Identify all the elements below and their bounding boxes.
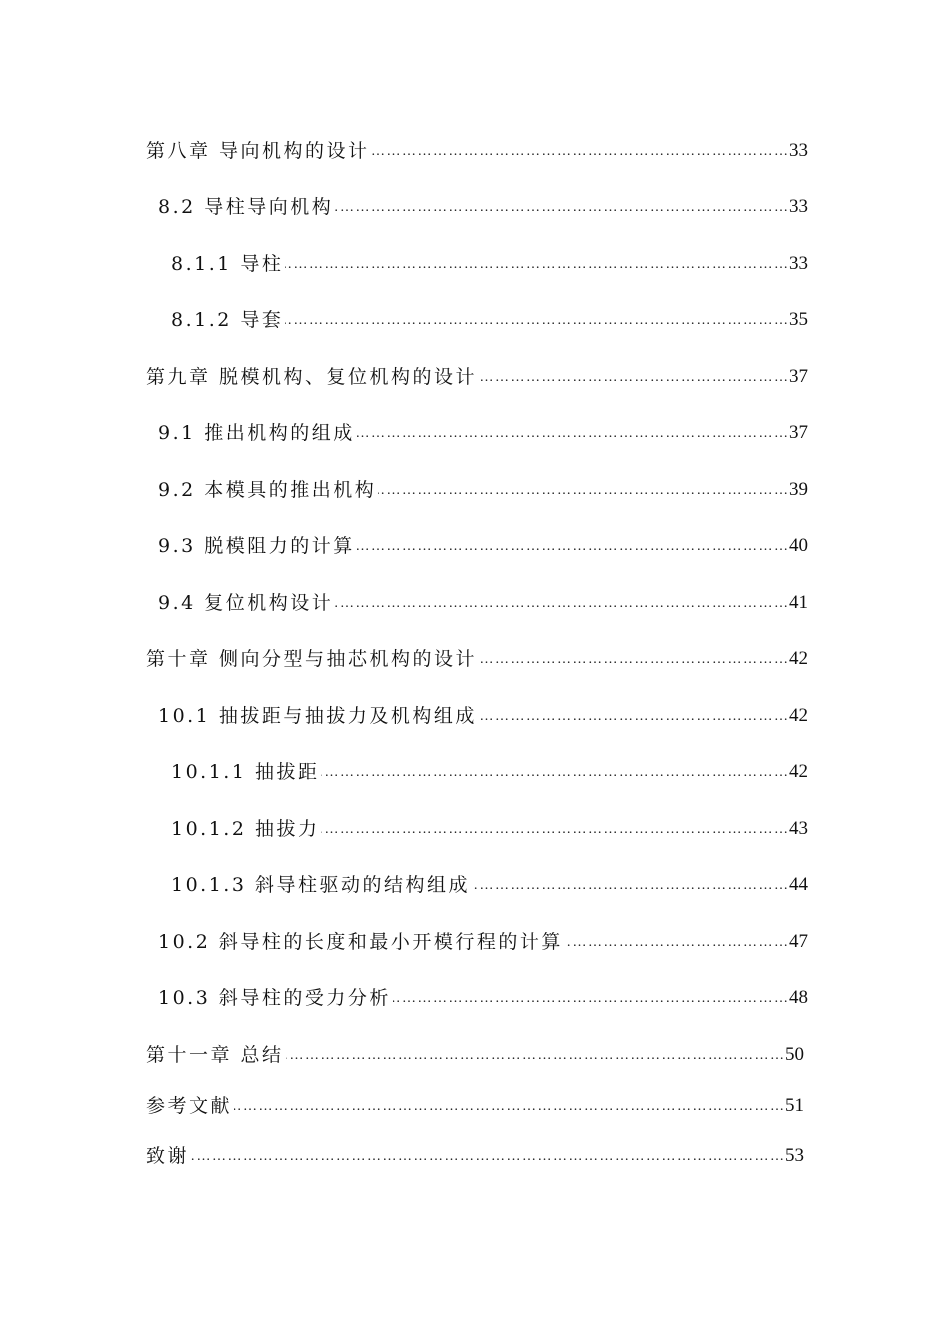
toc-dot-leader bbox=[357, 418, 787, 448]
toc-entry-title: 第十章 侧向分型与抽芯机构的设计 bbox=[146, 648, 478, 670]
toc-dot-leader bbox=[479, 701, 787, 731]
toc-page-number: 35 bbox=[789, 309, 808, 330]
toc-entry-title: 10.1.2 抽拔力 bbox=[171, 818, 320, 840]
toc-entry-title: 10.1 抽拔距与抽拔力及机构组成 bbox=[158, 705, 477, 727]
toc-dot-leader bbox=[472, 870, 787, 900]
toc-entry-chapter-11[interactable] bbox=[146, 1040, 804, 1070]
toc-page-number: 40 bbox=[789, 535, 808, 556]
toc-page-number: 33 bbox=[789, 253, 808, 274]
toc-entry-10-1-1[interactable] bbox=[171, 757, 808, 787]
toc-entry-title: 10.3 斜导柱的受力分析 bbox=[158, 987, 391, 1009]
toc-dot-leader bbox=[357, 531, 787, 561]
toc-dot-leader bbox=[286, 1040, 783, 1070]
toc-entry-9-1[interactable] bbox=[158, 418, 808, 448]
toc-dot-leader bbox=[335, 588, 787, 618]
toc-dot-leader bbox=[372, 136, 787, 166]
toc-entry-8-1-2[interactable] bbox=[171, 305, 808, 335]
toc-entry-8-2[interactable] bbox=[158, 192, 808, 222]
toc-page-number: 33 bbox=[789, 196, 808, 217]
toc-page-number: 37 bbox=[789, 422, 808, 443]
toc-dot-leader bbox=[285, 305, 787, 335]
toc-entry-chapter-9[interactable] bbox=[146, 362, 808, 392]
toc-page-number: 33 bbox=[789, 140, 808, 161]
toc-page-number: 48 bbox=[789, 987, 808, 1008]
toc-entry-8-1-1[interactable] bbox=[171, 249, 808, 279]
toc-dot-leader bbox=[191, 1141, 783, 1171]
toc-entry-title: 8.2 导柱导向机构 bbox=[158, 196, 334, 218]
toc-entry-title: 9.3 脱模阻力的计算 bbox=[158, 535, 355, 557]
toc-entry-title: 10.1.3 斜导柱驱动的结构组成 bbox=[171, 874, 470, 896]
toc-dot-leader bbox=[285, 249, 787, 279]
toc-dot-leader bbox=[335, 192, 787, 222]
toc-entry-chapter-8[interactable] bbox=[146, 136, 808, 166]
toc-dot-leader bbox=[378, 475, 787, 505]
toc-entry-title: 8.1.1 导柱 bbox=[171, 253, 284, 275]
toc-dot-leader bbox=[321, 814, 787, 844]
toc-entry-10-2[interactable] bbox=[158, 927, 808, 957]
toc-page-number: 50 bbox=[785, 1044, 804, 1065]
toc-entry-title: 参考文献 bbox=[146, 1095, 233, 1117]
toc-entry-references[interactable] bbox=[146, 1091, 804, 1121]
toc-dot-leader bbox=[321, 757, 787, 787]
toc-dot-leader bbox=[393, 983, 787, 1013]
toc-page-number: 47 bbox=[789, 931, 808, 952]
toc-entry-9-3[interactable] bbox=[158, 531, 808, 561]
toc-page-number: 39 bbox=[789, 479, 808, 500]
toc-dot-leader bbox=[479, 362, 787, 392]
toc-entry-10-1-2[interactable] bbox=[171, 814, 808, 844]
toc-entry-chapter-10[interactable] bbox=[146, 644, 808, 674]
toc-entry-title: 第九章 脱模机构、复位机构的设计 bbox=[146, 366, 478, 388]
toc-entry-title: 10.1.1 抽拔距 bbox=[171, 761, 320, 783]
toc-entry-title: 致谢 bbox=[146, 1145, 190, 1167]
toc-page-number: 37 bbox=[789, 366, 808, 387]
toc-page-number: 44 bbox=[789, 874, 808, 895]
toc-entry-title: 8.1.2 导套 bbox=[171, 309, 284, 331]
toc-dot-leader bbox=[234, 1091, 783, 1121]
toc-dot-leader bbox=[565, 927, 787, 957]
toc-entry-9-2[interactable] bbox=[158, 475, 808, 505]
toc-page-number: 42 bbox=[789, 648, 808, 669]
toc-entry-title: 9.2 本模具的推出机构 bbox=[158, 479, 377, 501]
toc-page-number: 51 bbox=[785, 1095, 804, 1116]
toc-entry-10-1[interactable] bbox=[158, 701, 808, 731]
toc-page-number: 53 bbox=[785, 1145, 804, 1166]
toc-entry-acknowledgements[interactable] bbox=[146, 1141, 804, 1171]
toc-entry-title: 第八章 导向机构的设计 bbox=[146, 140, 370, 162]
toc-entry-title: 第十一章 总结 bbox=[146, 1044, 284, 1066]
toc-page-number: 42 bbox=[789, 705, 808, 726]
toc-entry-9-4[interactable] bbox=[158, 588, 808, 618]
toc-entry-10-3[interactable] bbox=[158, 983, 808, 1013]
toc-entry-10-1-3[interactable] bbox=[171, 870, 808, 900]
toc-page-number: 41 bbox=[789, 592, 808, 613]
toc-dot-leader bbox=[479, 644, 787, 674]
toc-entry-title: 9.1 推出机构的组成 bbox=[158, 422, 355, 444]
toc-entry-title: 10.2 斜导柱的长度和最小开模行程的计算 bbox=[158, 931, 563, 953]
toc-page-number: 43 bbox=[789, 818, 808, 839]
toc-page-number: 42 bbox=[789, 761, 808, 782]
toc-entry-title: 9.4 复位机构设计 bbox=[158, 592, 334, 614]
